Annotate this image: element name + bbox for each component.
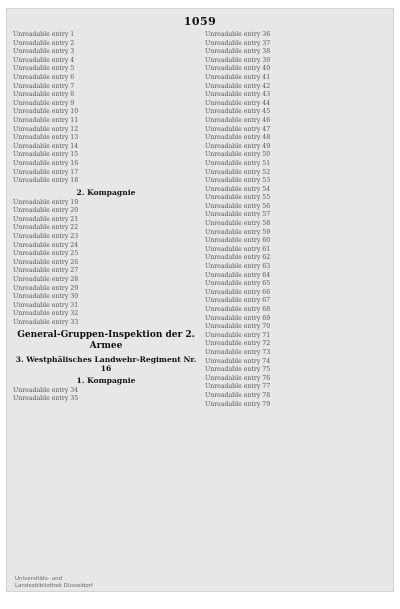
list-entry: Unreadable entry 37	[205, 39, 271, 47]
list-entry: Unreadable entry 10	[13, 108, 79, 116]
list-entry: Unreadable entry 1	[13, 31, 75, 38]
list-entry: Unreadable entry 67	[205, 297, 271, 305]
right-column	[205, 31, 389, 579]
list-entry: Unreadable entry 54	[205, 185, 271, 193]
list-entry: Unreadable entry 52	[205, 168, 271, 176]
right-entries	[205, 31, 389, 408]
list-entry: Unreadable entry 61	[205, 245, 271, 253]
list-entry: Unreadable entry 26	[13, 258, 79, 266]
list-entry: Unreadable entry 35	[13, 395, 79, 403]
list-entry: Unreadable entry 39	[205, 56, 271, 64]
list-entry: Unreadable entry 7	[13, 82, 75, 90]
list-entry: Unreadable entry 60	[205, 237, 271, 245]
list-entry: Unreadable entry 48	[205, 134, 271, 142]
list-entry: Unreadable entry 33	[13, 319, 79, 326]
library-name-line2: Landesbibliothek Düsseldorf	[15, 582, 93, 589]
left-column	[13, 31, 199, 579]
list-entry: Unreadable entry 78	[205, 391, 271, 399]
list-entry: Unreadable entry 43	[205, 91, 271, 99]
list-entry: Unreadable entry 75	[205, 366, 271, 374]
list-entry: Unreadable entry 5	[13, 65, 75, 73]
list-entry: Unreadable entry 17	[13, 168, 79, 176]
list-entry: Unreadable entry 30	[13, 293, 79, 301]
list-entry: Unreadable entry 65	[205, 280, 271, 288]
list-entry: Unreadable entry 74	[205, 357, 271, 365]
list-entry: Unreadable entry 12	[13, 125, 79, 133]
list-entry: Unreadable entry 3	[13, 48, 75, 56]
list-entry: Unreadable entry 9	[13, 99, 75, 107]
list-entry: Unreadable entry 38	[205, 48, 271, 56]
list-entry: Unreadable entry 56	[205, 202, 271, 210]
heading-regiment: 3. Westphälisches Landwehr-Regiment Nr. 16	[15, 354, 197, 373]
list-entry: Unreadable entry 51	[205, 159, 271, 167]
list-entry: Unreadable entry 4	[13, 56, 75, 64]
list-entry: Unreadable entry 31	[13, 301, 79, 309]
list-entry: Unreadable entry 13	[13, 134, 79, 142]
list-entry: Unreadable entry 18	[13, 177, 79, 185]
list-entry: Unreadable entry 70	[205, 323, 271, 331]
library-logo	[15, 576, 93, 589]
list-entry: Unreadable entry 46	[205, 116, 271, 124]
list-entry: Unreadable entry 68	[205, 306, 271, 313]
list-entry: Unreadable entry 36	[205, 31, 271, 38]
list-entry: Unreadable entry 14	[13, 142, 79, 150]
list-entry: Unreadable entry 19	[13, 198, 79, 206]
list-entry: Unreadable entry 8	[13, 91, 75, 99]
list-entry: Unreadable entry 66	[205, 288, 271, 296]
list-entry: Unreadable entry 71	[205, 331, 271, 339]
list-entry: Unreadable entry 62	[205, 254, 271, 262]
list-entry: Unreadable entry 28	[13, 276, 79, 284]
list-entry: Unreadable entry 79	[205, 400, 271, 408]
heading-kompagnie-1: 1. Kompagnie	[76, 375, 136, 385]
list-entry: Unreadable entry 25	[13, 250, 79, 258]
left-entries-mid	[13, 199, 199, 327]
list-entry: Unreadable entry 77	[205, 383, 271, 391]
list-entry: Unreadable entry 20	[13, 207, 79, 215]
list-entry: Unreadable entry 59	[205, 228, 271, 236]
list-entry: Unreadable entry 41	[205, 73, 271, 81]
list-entry: Unreadable entry 21	[13, 215, 79, 223]
list-entry: Unreadable entry 47	[205, 125, 271, 133]
list-entry: Unreadable entry 57	[205, 211, 271, 219]
list-entry: Unreadable entry 11	[13, 116, 79, 124]
list-entry: Unreadable entry 32	[13, 310, 79, 318]
list-entry: Unreadable entry 69	[205, 314, 271, 322]
left-entries-bottom	[13, 387, 199, 403]
left-entries-top	[13, 31, 199, 185]
list-entry: Unreadable entry 22	[13, 224, 79, 232]
list-entry: Unreadable entry 76	[205, 374, 271, 382]
library-name-line1: Universitäts- und	[15, 576, 63, 582]
list-entry: Unreadable entry 55	[205, 194, 271, 202]
list-entry: Unreadable entry 40	[205, 65, 271, 73]
list-entry: Unreadable entry 16	[13, 159, 79, 167]
list-entry: Unreadable entry 73	[205, 348, 271, 356]
list-entry: Unreadable entry 45	[205, 108, 271, 116]
list-entry: Unreadable entry 53	[205, 177, 271, 185]
heading-general-inspection: General-Gruppen-Inspektion der 2. Armee	[17, 329, 195, 351]
list-entry: Unreadable entry 50	[205, 151, 271, 159]
heading-kompagnie-2: 2. Kompagnie	[76, 187, 136, 197]
list-entry: Unreadable entry 29	[13, 284, 79, 292]
list-entry: Unreadable entry 23	[13, 233, 79, 241]
list-entry: Unreadable entry 44	[205, 99, 271, 107]
document-page	[6, 8, 394, 592]
list-entry: Unreadable entry 34	[13, 386, 79, 394]
list-entry: Unreadable entry 2	[13, 39, 75, 47]
list-entry: Unreadable entry 6	[13, 73, 75, 81]
list-entry: Unreadable entry 63	[205, 263, 271, 271]
list-entry: Unreadable entry 15	[13, 151, 79, 159]
page-number: 1059	[183, 15, 217, 28]
list-entry: Unreadable entry 49	[205, 142, 271, 150]
list-entry: Unreadable entry 72	[205, 340, 271, 348]
list-entry: Unreadable entry 27	[13, 267, 79, 275]
list-entry: Unreadable entry 64	[205, 271, 271, 279]
list-entry: Unreadable entry 58	[205, 220, 271, 228]
list-entry: Unreadable entry 42	[205, 82, 271, 90]
list-entry: Unreadable entry 24	[13, 241, 79, 249]
